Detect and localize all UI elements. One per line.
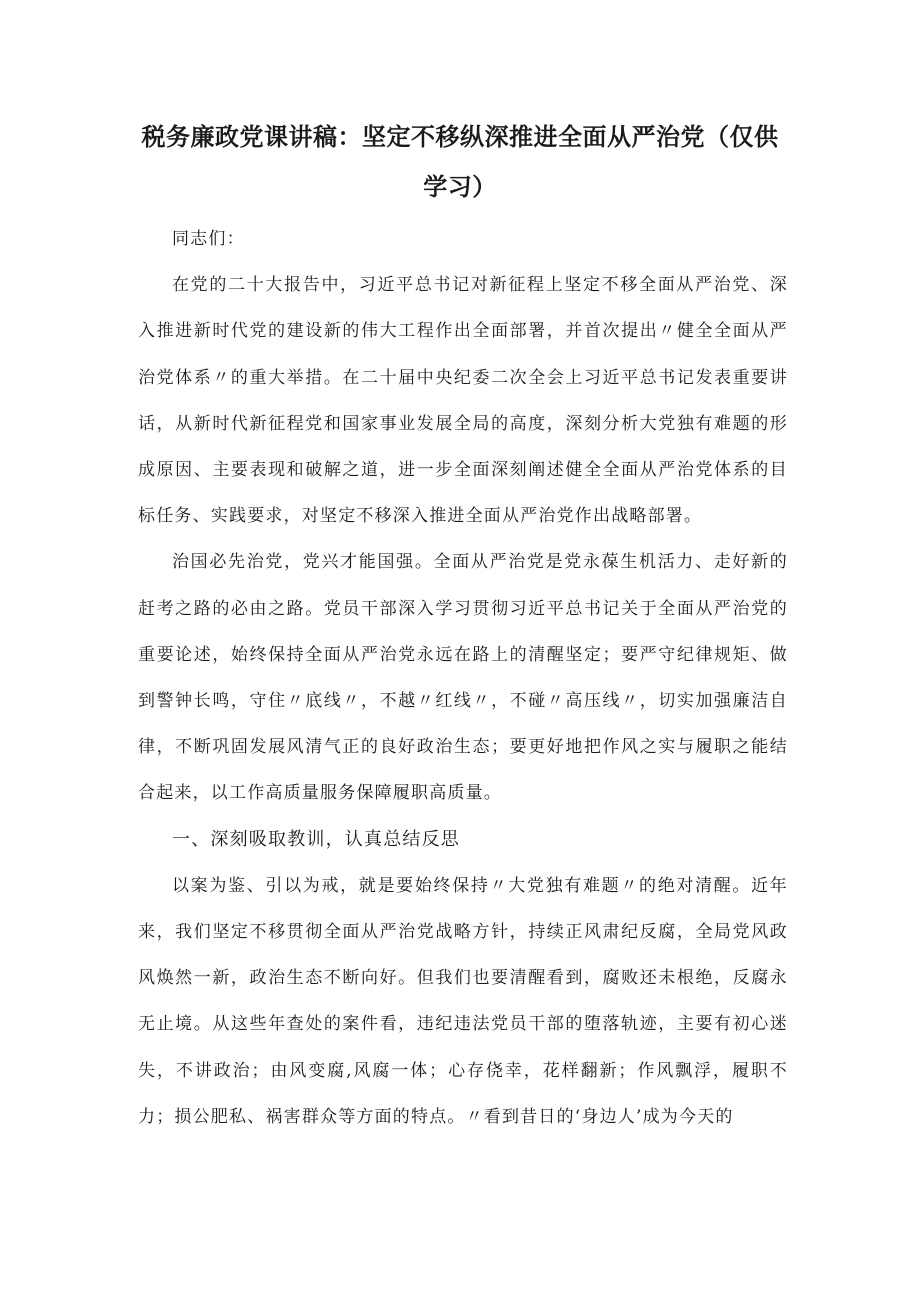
section-paragraph-1: 以案为鉴、引以为戒，就是要始终保持〃大党独有难题〃的绝对清醒。近年来，我们坚定不移贯彻全面从严治党战略方针，持续正风肃纪反腐，全局党风政风焕然一新，政治生态不断向好。但我们也要清醒看到，腐败还未根绝，反腐永无止境。从这些年查处的案件看，违纪违法党员干部的堕落轨迹，主要有初心迷失，不讲政治；由风变腐,风腐一体；心存侥幸，花样翻新；作风飘浮，履职不力；损公肥私、祸害群众等方面的特点。〃看到昔日的‘身边人’成为今天的 <box>138 875 788 1127</box>
document-body <box>138 216 788 1140</box>
document-title: 税务廉政党课讲稿：坚定不移纵深推进全面从严治党（仅供学习） <box>141 123 779 201</box>
paragraph-2: 治国必先治党，党兴才能国强。全面从严治党是党永葆生机活力、走好新的赶考之路的必由之路。党员干部深入学习贯彻习近平总书记关于全面从严治党的重要论述，始终保持全面从严治党永远在路上的清醒坚定；要严守纪律规矩、做到警钟长鸣，守住〃底线〃，不越〃红线〃，不碰〃高压线〃，切实加强廉洁自律，不断巩固发展风清气正的良好政治生态；要更好地把作风之实与履职之能结合起来，以工作高质量服务保障履职高质量。 <box>138 552 788 804</box>
paragraph-1: 在党的二十大报告中，习近平总书记对新征程上坚定不移全面从严治党、深入推进新时代党的建设新的伟大工程作出全面部署，并首次提出〃健全全面从严治党体系〃的重大举措。在二十届中央纪委二次全会上习近平总书记发表重要讲话，从新时代新征程党和国家事业发展全局的高度，深刻分析大党独有难题的形成原因、主要表现和破解之道，进一步全面深刻阐述健全全面从严治党体系的目标任务、实践要求，对坚定不移深入推进全面从严治党作出战略部署。 <box>138 275 788 527</box>
section-heading: 一、深刻吸取教训，认真总结反思 <box>172 828 460 850</box>
salutation: 同志们： <box>172 229 245 249</box>
